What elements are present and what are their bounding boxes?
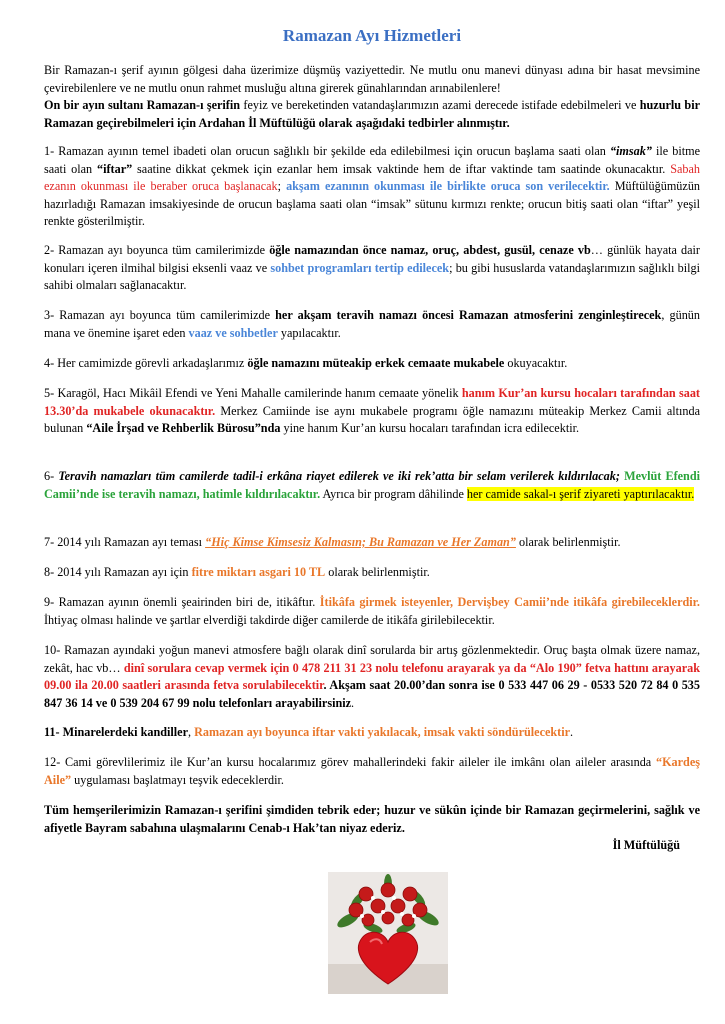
item-8 — [44, 564, 700, 582]
roses-illustration-icon — [328, 872, 448, 994]
text-p1-d: “iftar” — [97, 161, 133, 176]
text-p12-b: “Kardeş Aile” — [44, 755, 700, 787]
text-p10-b: dinî sorulara cevap vermek için 0 478 211 31 23 nolu telefonu arayarak ya da “Alo 190” fetva hattını arayarak 09.00 ila 20.00 saatleri arasında fetva sorulabilecektir — [44, 660, 700, 693]
text-p4-b: öğle namazını müteakip erkek cemaate mukabele — [247, 356, 505, 370]
text-p1-e: saatine dikkat çekmek için ezanlar hem imsak vaktinde hem de iftar vaktinde tam saatinde okunacaktır. — [132, 161, 671, 176]
text-p5-e: yine hanım Kur’an kursu hocaları tarafından icra edilecektir. — [280, 421, 580, 436]
text-p9-c: İhtiyaç olması halinde ve şartlar elverdiği takdirde diğer camilerde de itikâfa girilebilecektir. — [44, 612, 495, 627]
text-p12-c: uygulaması başlatmayı teşvik edeceklerdir. — [71, 772, 284, 787]
text-p1-a: 1- Ramazan ayının temel ibadeti olan orucun sağlıklı bir şekilde eda edilebilmesi için orucun başlama saati olan — [44, 144, 610, 158]
text-p6-e: her camide sakal-ı şerif ziyareti yaptırılacaktır. — [466, 486, 695, 501]
text-p2-c: … günlük hayata dair konuları içeren ilmihal bilgisi eksenli vaaz ve — [44, 243, 700, 275]
item-2 — [44, 242, 700, 295]
text-p1-c: ile bitme saati olan — [44, 144, 701, 176]
item-6 — [44, 468, 700, 503]
text-p11-b: , — [188, 725, 195, 739]
item-9 — [44, 594, 700, 629]
text-p1-g: ; — [277, 179, 287, 194]
text-p3-a: 3- Ramazan ayı boyunca tüm camilerimizde — [44, 308, 276, 322]
text-p6-c: Mevlüt Efendi Camii’nde ise teravih namazı, hatimle kıldırılacaktır. — [44, 469, 700, 501]
item-10 — [44, 642, 700, 712]
text-p5-c: Merkez Camiinde ise aynı mukabele programı öğle namazını müteakip Merkez Camii altında bulunan — [44, 403, 700, 436]
text-p3-b: her akşam teravih namazı öncesi Ramazan atmosferini zenginleştirecek — [275, 308, 662, 322]
text-p10-d: . — [351, 695, 355, 710]
text-p10-a: 10- Ramazan ayındaki yoğun manevi atmosfere bağlı olarak dinî sorularda bir artış gözlenmektedir. Oruç başta olmak üzere namaz, zekât, hac vb… — [44, 643, 700, 675]
item-5 — [44, 385, 700, 438]
text-p10-c: . Akşam saat 20.00’dan sonra ise 0 533 447 06 29 - 0533 520 72 84 0 535 847 36 14 ve 0 539 204 67 99 nolu telefonları arayabilirsiniz — [44, 678, 700, 710]
text-p6-b: Teravih namazları tüm camilerde tadil-i erkâna riayet edilerek ve iki rek’atta bir selam verilerek kıldırılacak; — [58, 469, 620, 483]
text-intro-l2c: huzurlu bir Ramazan geçirebilmeleri için Ardahan İl Müftülüğü olarak aşağıdaki tedbirler alınmıştır. — [44, 98, 700, 130]
text-p2-a: 2- Ramazan ayı boyunca tüm camilerimizde — [44, 243, 270, 257]
text-p11-d: . — [570, 725, 574, 739]
item-11 — [44, 724, 700, 742]
item-1 — [44, 143, 700, 231]
text-p5-b: hanım Kur’an kursu hocaları tarafından saat 13.30’da mukabele okunacaktır. — [44, 386, 700, 418]
text-p7-b: “Hiç Kimse Kimsesiz Kalmasın; Bu Ramazan ve Her Zaman” — [205, 535, 516, 549]
text-p8-a: 8- 2014 yılı Ramazan ayı için — [44, 565, 192, 579]
text-p6-a: 6- — [44, 469, 59, 483]
text-intro-l2b: feyiz ve bereketinden vatandaşlarımızın azami derecede istifade edebilmeleri ve — [240, 98, 640, 113]
text-p4-c: okuyacaktır. — [504, 356, 568, 370]
signature: İl Müftülüğü — [612, 838, 680, 853]
text-p12-a: 12- Cami görevlilerimiz ile Kur’an kursu hocalarımız görev mahallerindeki fakir aileler ile imkânı olan aileler arasında — [44, 755, 656, 769]
red-heart-vase-roses-image — [328, 872, 448, 994]
text-intro-l2a: On bir ayın sultanı Ramazan-ı şerifin — [44, 98, 241, 113]
text-p1-i: Müftülüğümüzün hazırladığı Ramazan imsakiyesinde de orucun başlama saati olan “imsak” sütunu kırmızı renkte; orucun bitiş saati olan “iftar” yeşil renkte gösterilmiştir. — [44, 179, 701, 229]
text-p2-e: ; bu gibi hususlarda vatandaşlarımızın sağlıklı bilgi sahibi olmaları sağlanacaktır. — [44, 260, 700, 293]
item-4 — [44, 355, 700, 373]
text-p1-b: “imsak” — [609, 144, 652, 158]
text-p9-b: İtikâfa girmek isteyenler, Dervişbey Camii’nde itikâfa girebileceklerdir. — [319, 595, 700, 609]
text-p3-e: yapılacaktır. — [277, 325, 341, 340]
item-7 — [44, 534, 700, 552]
text-p1-h: akşam ezanının okunması ile birlikte oruca son verilecektir. — [286, 179, 610, 194]
item-12 — [44, 754, 700, 789]
text-p11-c: Ramazan ayı boyunca iftar vakti yakılacak, imsak vakti söndürülecektir — [194, 725, 571, 739]
text-p2-b: öğle namazından önce namaz, oruç, abdest, gusül, cenaze vb — [269, 243, 591, 257]
text-p11-a: 11- Minarelerdeki kandiller — [44, 725, 188, 739]
closing-paragraph — [44, 802, 700, 855]
page-title: Ramazan Ayı Hizmetleri — [282, 26, 462, 45]
text-p1-f: Sabah ezanın okunması ile beraber oruca başlanacak — [44, 161, 700, 194]
text-p2-d: sohbet programları tertip edilecek — [270, 260, 450, 275]
item-3 — [44, 307, 700, 342]
text-p9-a: 9- Ramazan ayının önemli şeairinden biri de, itikâftır. — [44, 595, 320, 609]
text-p7-c: olarak belirlenmiştir. — [515, 535, 621, 549]
text-p6-d: Ayrıca bir program dâhilinde — [320, 486, 467, 501]
intro-paragraph — [44, 62, 700, 132]
text-p5-a: 5- Karagöl, Hacı Mikâil Efendi ve Yeni Mahalle camilerinde hanım cemaate yönelik — [44, 386, 462, 400]
text-intro-l1: Bir Ramazan-ı şerif ayının gölgesi daha üzerimize düşmüş vaziyettedir. Ne mutlu onu manevi dünyası adına bir hasat mevsimine çevirebilenlere ve ne mutlu onun rahmet musluğu altına girerek günahlarından arınabilenlere! — [44, 63, 700, 95]
text-p7-a: 7- 2014 yılı Ramazan ayı teması — [44, 535, 206, 549]
text-p4-a: 4- Her camimizde görevli arkadaşlarımız — [44, 356, 248, 370]
text-p8-b: fitre miktarı asgari 10 TL — [191, 565, 326, 579]
text-p5-d: “Aile İrşad ve Rehberlik Bürosu”nda — [86, 421, 281, 436]
text-p8-c: olarak belirlenmiştir. — [325, 565, 430, 579]
text-closing: Tüm hemşerilerimizin Ramazan-ı şerifini şimdiden tebrik eder; huzur ve sükûn içinde bir Ramazan geçirmelerini, sağlık ve afiyetle Bayram sabahına ulaşmalarını Cenab-ı Hak’tan niyaz ederiz. — [44, 803, 700, 835]
text-p3-c: , günün mana ve önemine işaret eden — [44, 308, 700, 340]
text-p3-d: vaaz ve sohbetler — [188, 325, 278, 340]
